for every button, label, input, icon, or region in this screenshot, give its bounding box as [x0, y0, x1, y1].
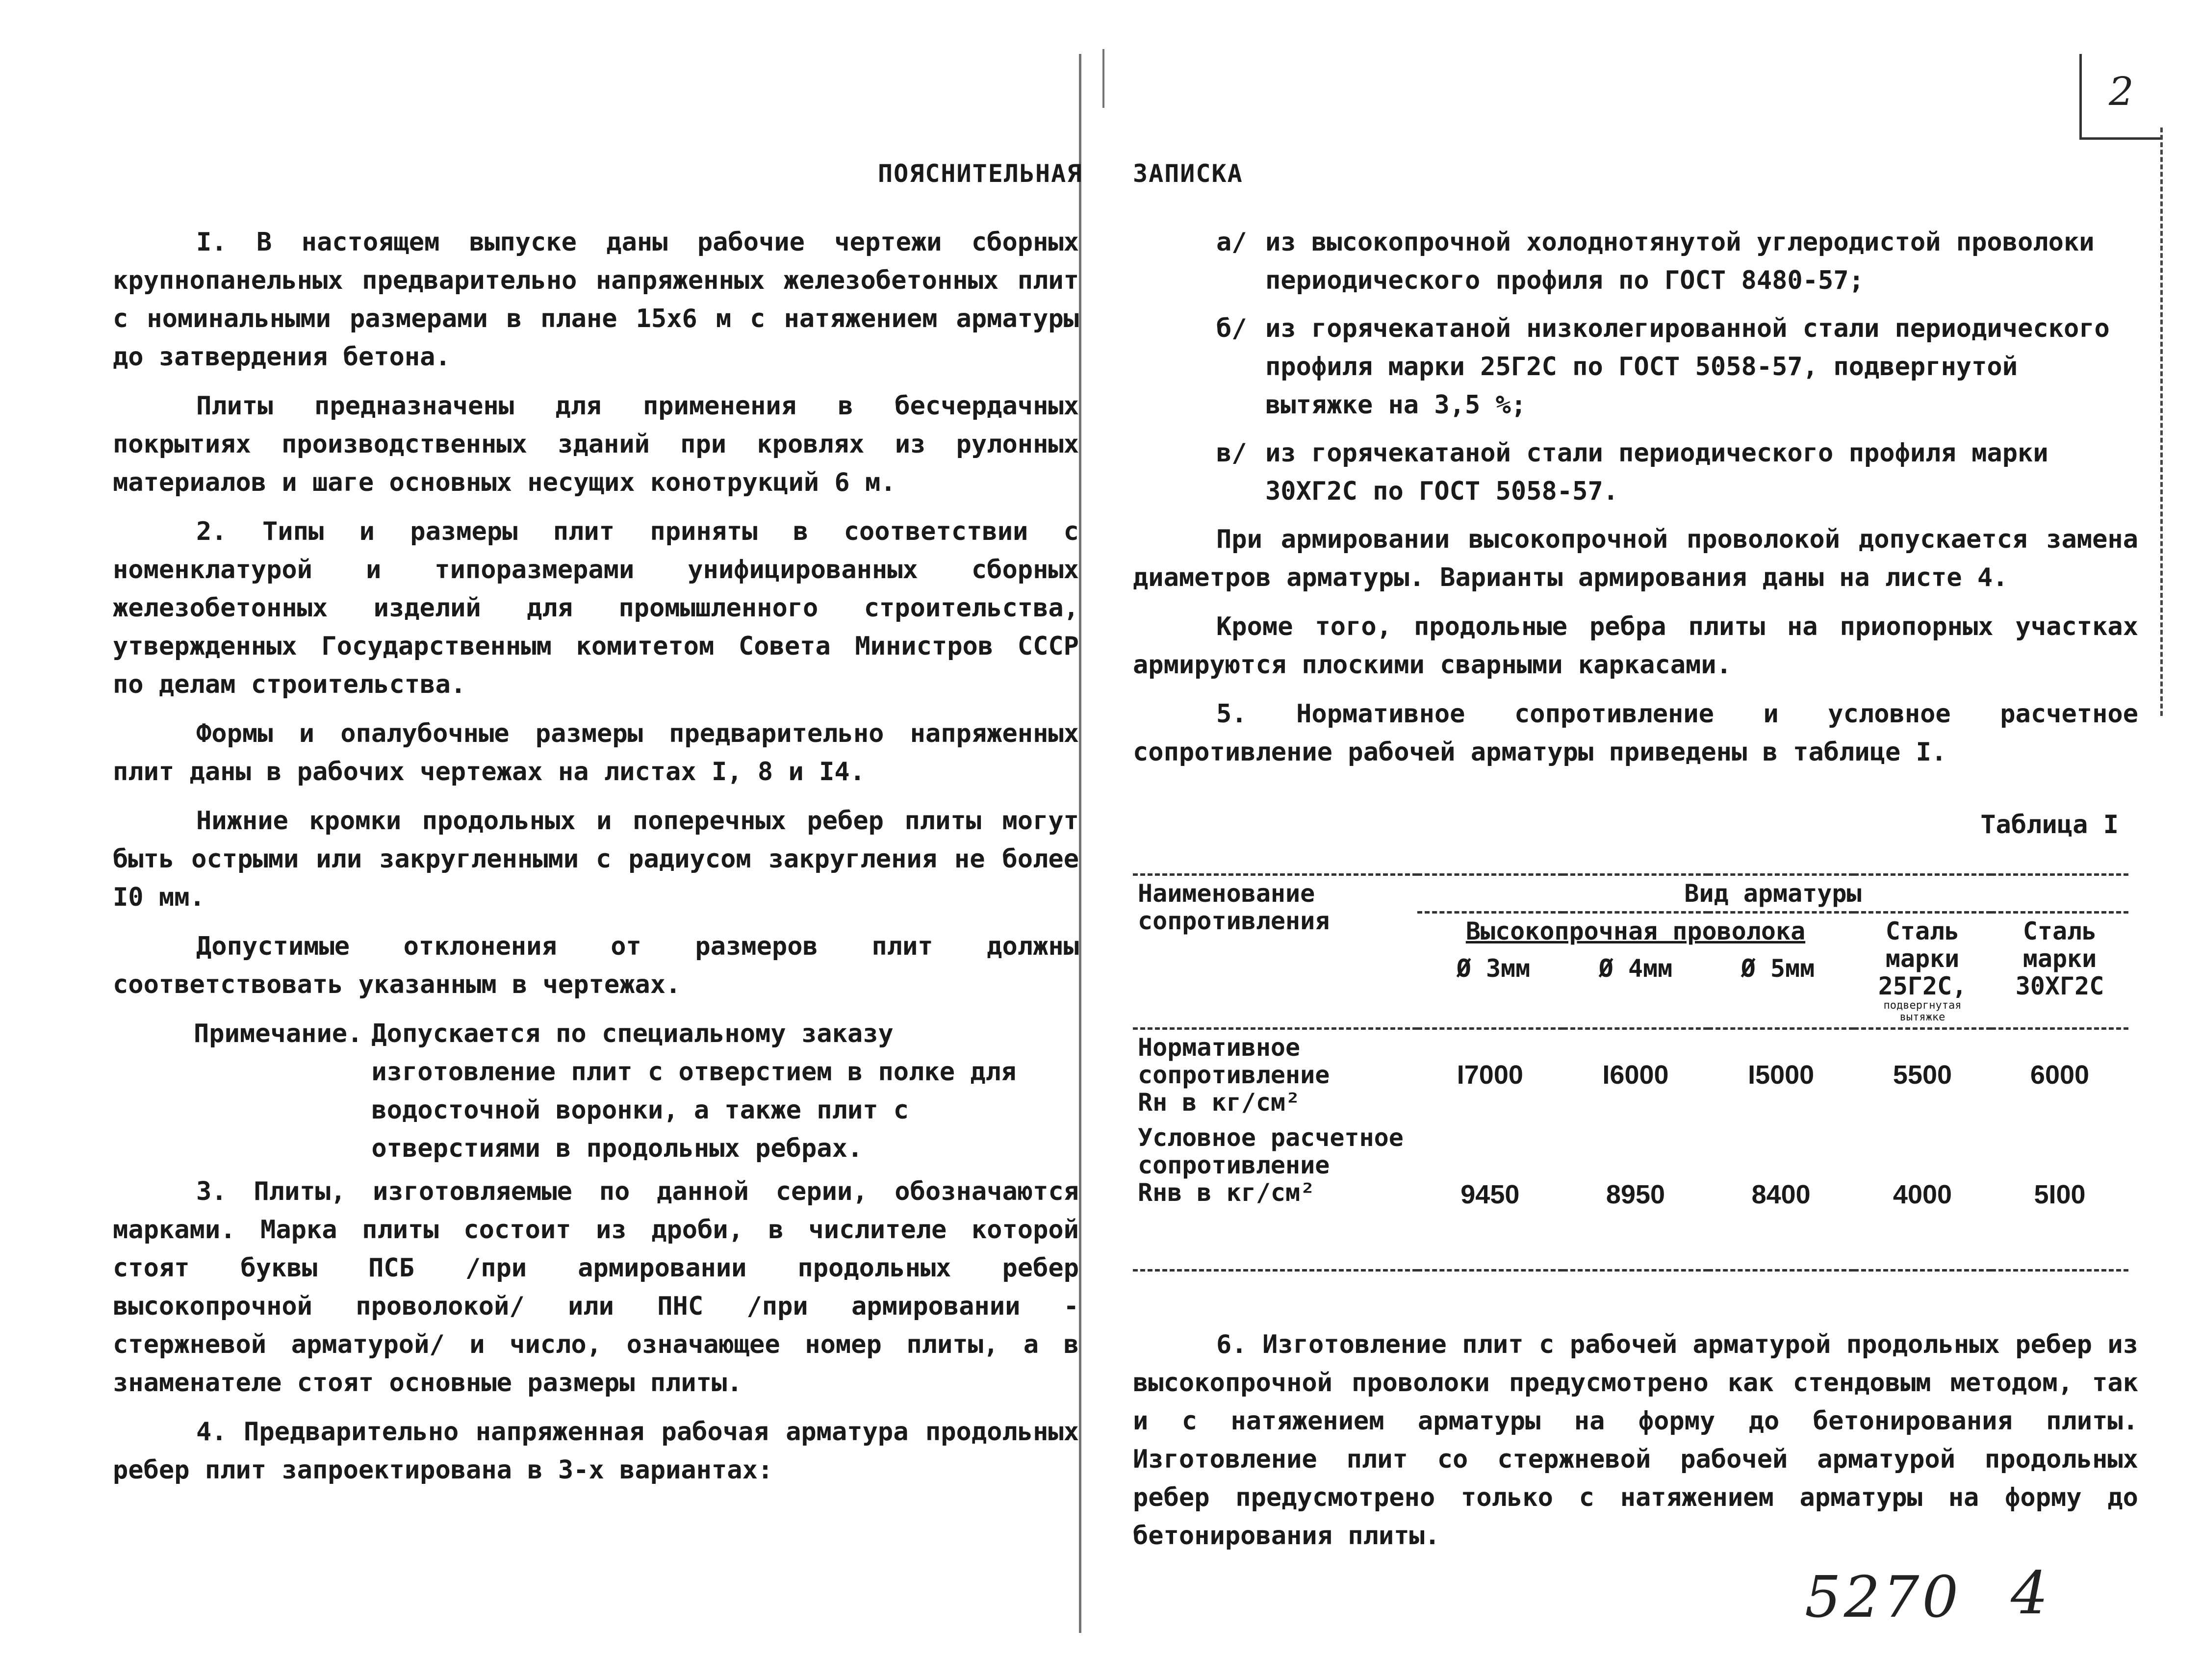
right-page: [1133, 147, 2138, 1566]
paragraph-4: 4. Предварительно напряженная рабочая арматура продольных ребер плит запроектирована в 3-х вариантах:: [113, 1417, 1079, 1485]
header-name-cell: [1133, 875, 1417, 1029]
row2-label-cell: [1133, 1120, 1417, 1271]
header-wire: Высокопрочная проволока: [1465, 917, 1806, 945]
left-page: [113, 147, 1079, 1500]
row1-label: Нормативное сопротивление: [1138, 1033, 1330, 1089]
list-item-b: [1133, 309, 2138, 424]
paragraph-6: 6. Изготовление плит с рабочей арматурой продольных ребер из высокопрочной проволоки предусмотрено как стендовым методом, так и с натяжением арматуры на форму до бетонирования плиты. Изготовление плит со стержневой рабочей арматурой продольных ребер предусмотрено только с натяжением арматуры на форму до бетонирования плиты.: [1133, 1330, 2138, 1551]
paragraph-2: 2. Типы и размеры плит приняты в соответствии с номенклатурой и типоразмерами унифицированных сборных железобетонных изделий для промышленного строительства, утвержденных Государственным комитетом Совета Министров СССР по делам строительства.: [113, 517, 1079, 699]
list-text: из горячекатаной стали периодического профиля марки 30ХГ2С по ГОСТ 5058-57.: [1265, 438, 2048, 506]
resistance-table: [1133, 873, 2128, 1272]
row2-steel1-value: 4000: [1893, 1180, 1952, 1209]
paragraph-tolerances: Допустимые отклонения от размеров плит должны соответствовать указанным в чертежах.: [113, 932, 1079, 999]
list-marker: а/: [1216, 228, 1247, 257]
header-steel1: Сталь марки 25Г2С,: [1878, 917, 1967, 1000]
paragraph-3: 3. Плиты, изготовляемые по данной серии, обозначаются марками. Марка плиты состоит из дроби, в числителе которой стоят буквы ПСБ /при армировании продольных ребер высокопрочной проволокой/ или ПНС /при армировании - стержневой арматурой/ и число, означающее номер плиты, а в знаменателе стоят основные размеры плиты.: [113, 1177, 1079, 1398]
row1-d4-value: I6000: [1602, 1060, 1669, 1090]
header-wire-cell: [1417, 913, 1854, 1029]
table-caption: Таблица I: [1980, 810, 2119, 840]
header-name: Наименование сопротивления: [1138, 879, 1330, 935]
row2-steel2-value: 5I00: [2034, 1180, 2086, 1209]
row1-steel1-value: 5500: [1893, 1060, 1952, 1090]
title-left: ПОЯСНИТЕЛЬНАЯ: [878, 159, 1083, 188]
header-kind: Вид арматуры: [1684, 879, 1862, 908]
row2-unit: Rнв в кг/см²: [1138, 1178, 1315, 1207]
header-kind-cell: [1417, 875, 2128, 913]
paragraph-edges: Нижние кромки продольных и поперечных ребер плиты могут быть острыми или закругленными с радиусом закругления не более I0 мм.: [113, 806, 1079, 912]
header-d5: Ø 5мм: [1740, 954, 1815, 983]
row1-steel2-value: 6000: [2030, 1060, 2090, 1090]
row2-d5-value: 8400: [1751, 1180, 1811, 1209]
list-item-a: [1133, 223, 2138, 300]
header-steel2-cell: [1991, 913, 2128, 1029]
header-steel1-cell: [1854, 913, 1991, 1029]
list-marker: в/: [1216, 438, 1247, 468]
table-row-1: [1133, 1029, 2128, 1120]
row2-label: Условное расчетное сопротивление: [1138, 1123, 1404, 1179]
list-marker: б/: [1216, 314, 1247, 343]
page-number: 2: [2109, 69, 2134, 114]
header-diameters: [1422, 955, 1849, 982]
list-text: из высокопрочной холоднотянутой углеродистой проволоки периодического профиля по ГОСТ 8480-57;: [1265, 228, 2095, 295]
header-d4: Ø 4мм: [1598, 954, 1673, 983]
list-item-c: [1133, 434, 2138, 510]
page-fold-tick: [1102, 49, 1104, 108]
title-right: ЗАПИСКА: [1133, 159, 1243, 188]
paragraph-forms: Формы и опалубочные размеры предварительно напряженных плит даны в рабочих чертежах на листах I, 8 и I4.: [113, 719, 1079, 787]
paragraph-wire-replacement: При армировании высокопрочной проволокой допускается замена диаметров арматуры. Варианты армирования даны на листе 4.: [1133, 525, 2138, 592]
note: [113, 1015, 1079, 1168]
row1-label-cell: [1133, 1029, 1417, 1120]
note-text: Допускается по специальному заказу изготовление плит с отверстием в полке для водосточной воронки, а также плит с отверстиями в продольных ребрах.: [371, 1019, 1017, 1163]
table-row-2: [1133, 1120, 2128, 1271]
table-header-row-1: [1133, 875, 2128, 913]
header-steel2: Сталь марки 30ХГ2С: [2015, 917, 2104, 1000]
paragraph-frames: Кроме того, продольные ребра плиты на приопорных участках армируются плоскими сварными каркасами.: [1133, 612, 2138, 680]
series-code: 5270: [1805, 1564, 1962, 1630]
sheet-number: 4: [2011, 1559, 2048, 1628]
list-text: из горячекатаной низколегированной стали периодического профиля марки 25Г2С по ГОСТ 5058-57, подвергнутой вытяжке на 3,5 %;: [1265, 314, 2110, 420]
row1-unit: Rн в кг/см²: [1138, 1088, 1301, 1117]
header-d3: Ø 3мм: [1456, 954, 1531, 983]
right-edge-dashes: [2160, 127, 2163, 716]
row2-d4-value: 8950: [1606, 1180, 1665, 1209]
row2-d3-value: 9450: [1460, 1180, 1520, 1209]
paragraph-purpose: Плиты предназначены для применения в бесчердачных покрытиях производственных зданий при кровлях из рулонных материалов и шаге основных несущих конотрукций 6 м.: [113, 391, 1079, 497]
row2-spacer: [1138, 1206, 1412, 1265]
paragraph-5: 5. Нормативное сопротивление и условное расчетное сопротивление рабочей арматуры приведены в таблице I.: [1133, 699, 2138, 767]
header-steel1-sub: подвергнутая вытяжке: [1883, 999, 1962, 1023]
row1-d3-value: I7000: [1457, 1060, 1523, 1090]
page-fold-line: [1079, 54, 1081, 1633]
note-label: Примечание.: [194, 1019, 363, 1048]
row1-d5-value: I5000: [1748, 1060, 1815, 1090]
paragraph-1: I. В настоящем выпуске даны рабочие чертежи сборных крупнопанельных предварительно напряженных железобетонных плит с номинальными размерами в плане 15х6 м с натяжением арматуры до затвердения бетона.: [113, 228, 1079, 372]
